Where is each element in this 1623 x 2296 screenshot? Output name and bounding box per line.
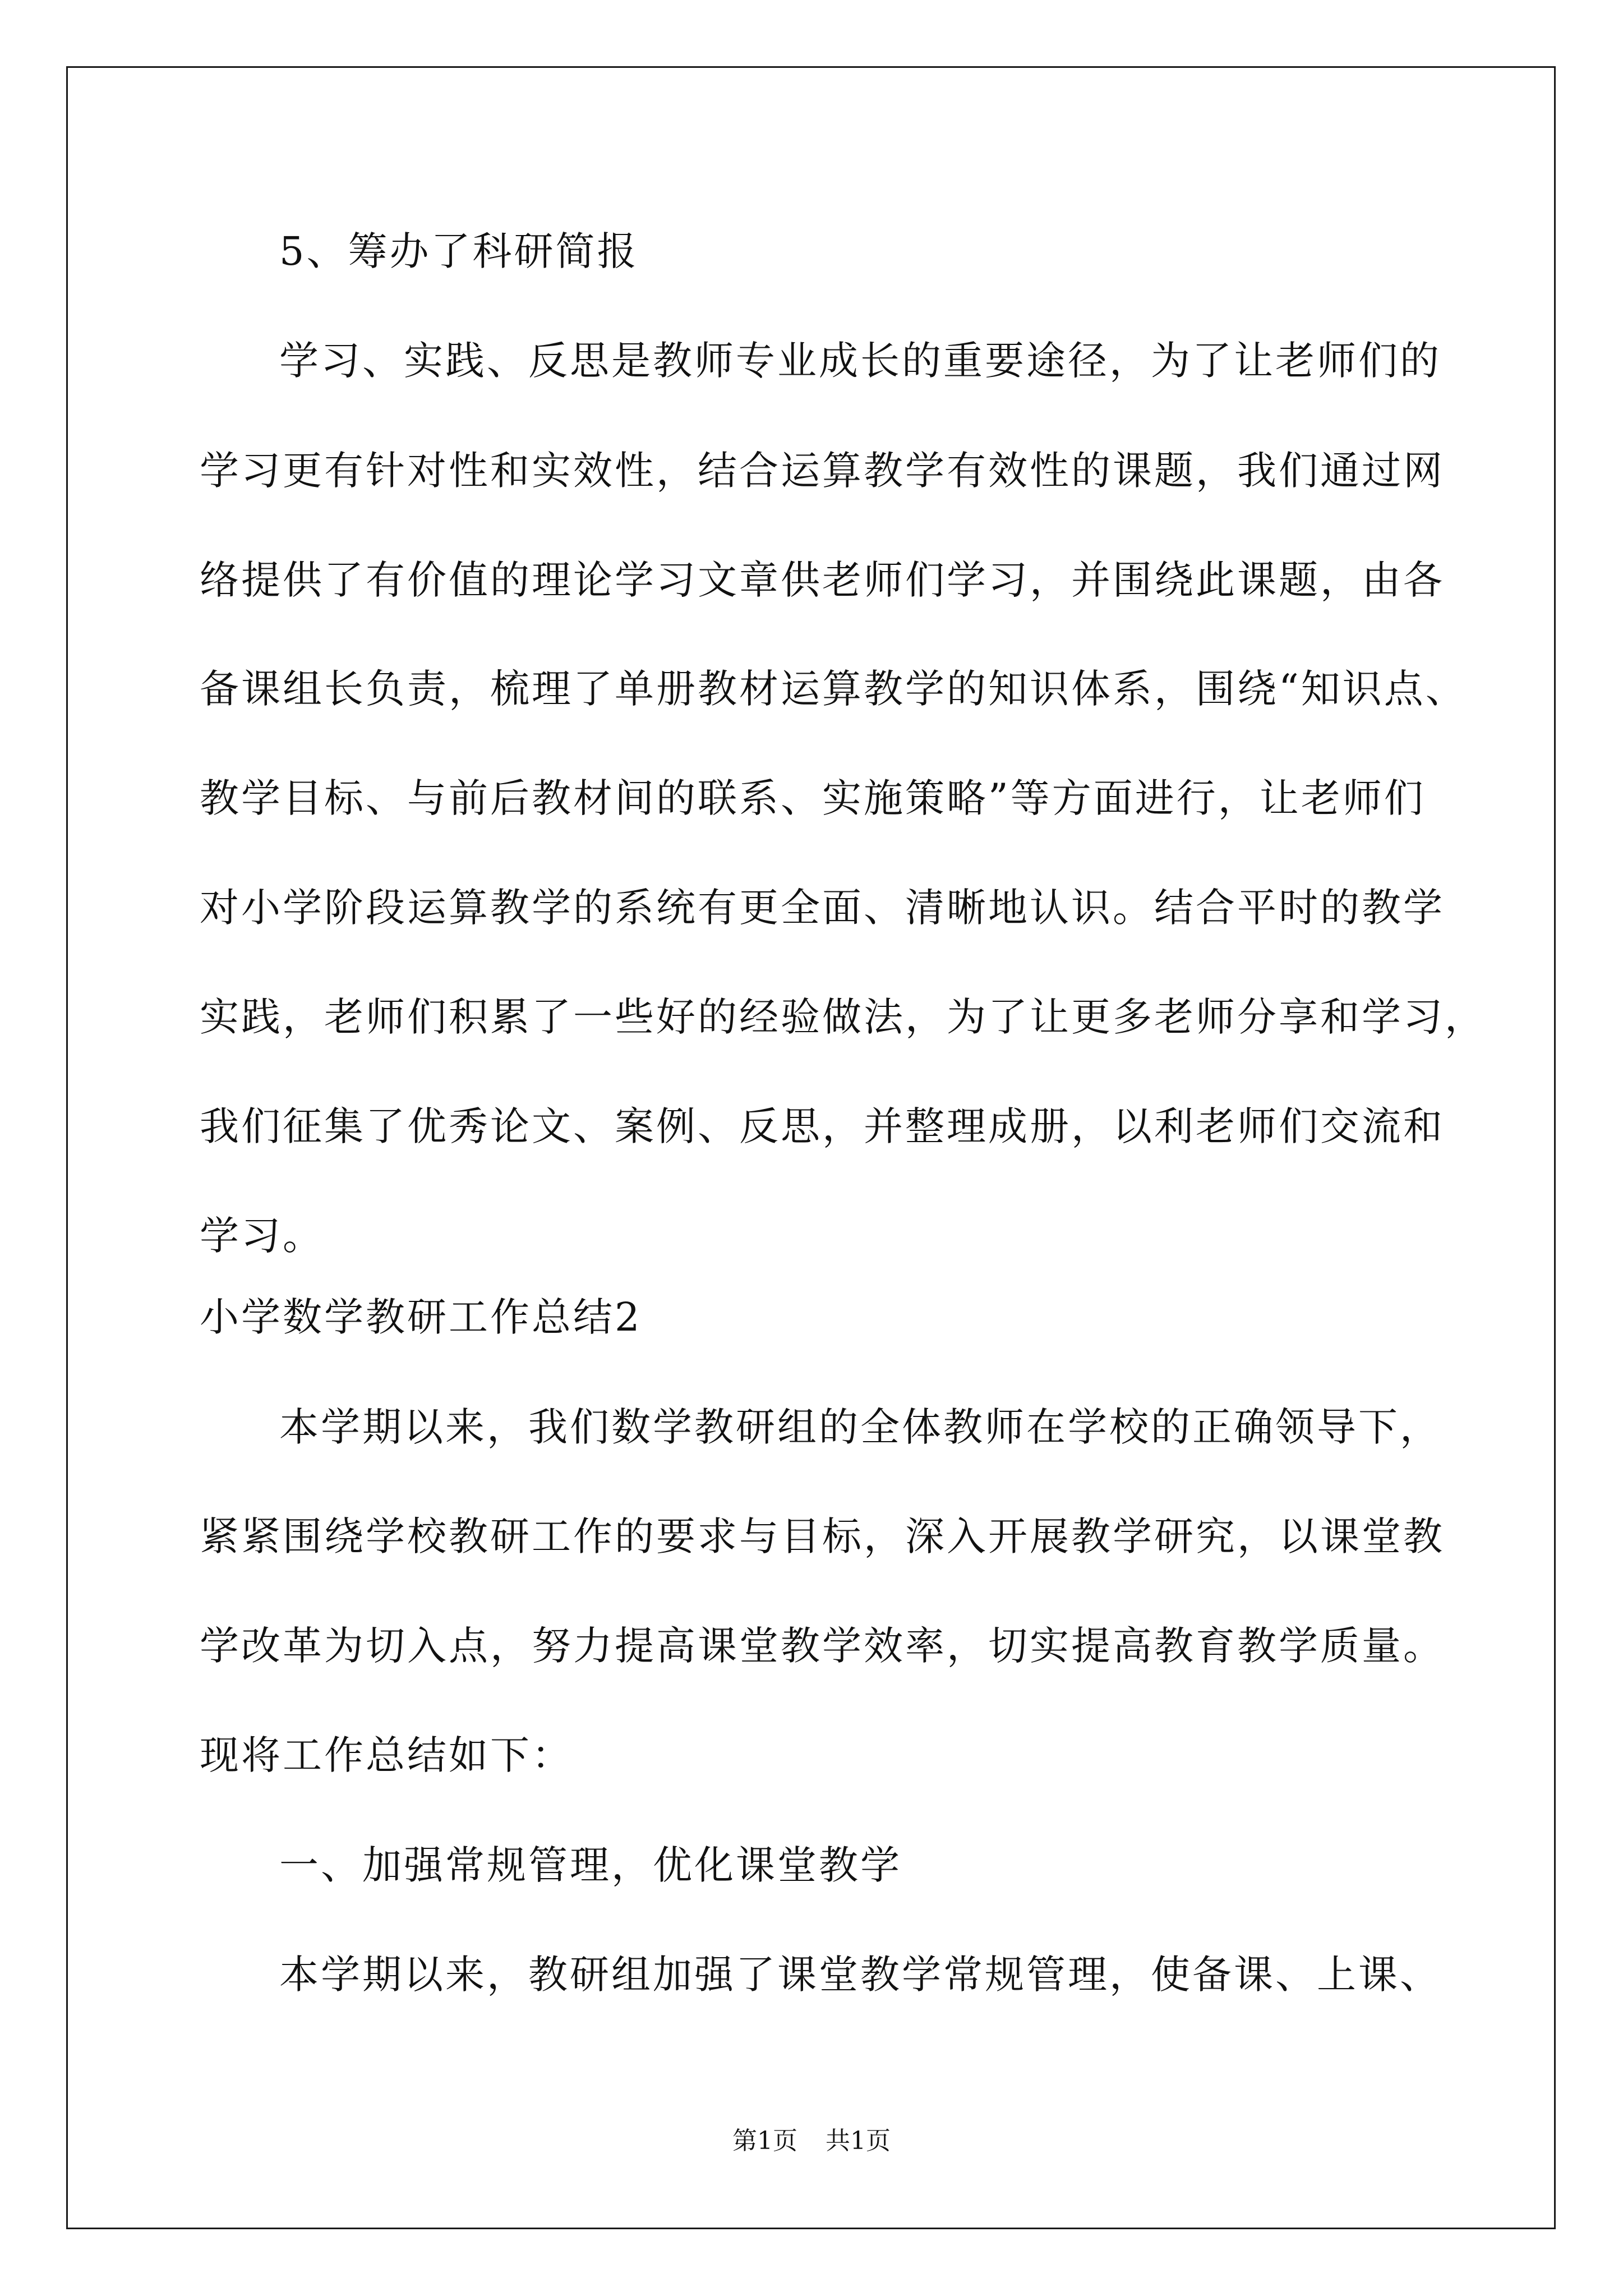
- paragraph-line: 学习更有针对性和实效性，结合运算教学有效性的课题，我们通过网: [200, 448, 1445, 494]
- page-total: 共1页: [826, 2127, 891, 2155]
- page-footer: [0, 2124, 1623, 2158]
- paragraph-line: 学习。: [200, 1213, 324, 1259]
- paragraph-line: 本学期以来，我们数学教研组的全体教师在学校的正确领导下，: [279, 1404, 1441, 1450]
- paragraph-line: 络提供了有价值的理论学习文章供老师们学习，并围绕此课题，由各: [200, 557, 1445, 603]
- paragraph-line: 备课组长负责，梳理了单册教材运算教学的知识体系，围绕“知识点、: [200, 666, 1467, 712]
- paragraph-line: 对小学阶段运算教学的系统有更全面、清晰地认识。结合平时的教学: [200, 885, 1445, 931]
- paragraph-line: 学习、实践、反思是教师专业成长的重要途径，为了让老师们的: [279, 338, 1441, 384]
- section-title: 小学数学教研工作总结2: [200, 1294, 642, 1340]
- paragraph-line: 学改革为切入点，努力提高课堂教学效率，切实提高教育教学质量。: [200, 1623, 1445, 1669]
- paragraph-line: 我们征集了优秀论文、案例、反思，并整理成册，以利老师们交流和: [200, 1103, 1445, 1149]
- paragraph-line: 紧紧围绕学校教研工作的要求与目标，深入开展教学研究，以课堂教: [200, 1513, 1445, 1559]
- paragraph-line: 本学期以来，教研组加强了课堂教学常规管理，使备课、上课、: [279, 1952, 1441, 1998]
- page-number: 第1页: [732, 2127, 797, 2155]
- subsection-heading: 一、加强常规管理，优化课堂教学: [279, 1842, 902, 1888]
- paragraph-line: 现将工作总结如下：: [200, 1732, 573, 1778]
- paragraph-heading: 5、筹办了科研简报: [279, 228, 639, 274]
- paragraph-line: 实践，老师们积累了一些好的经验做法，为了让更多老师分享和学习，: [200, 994, 1486, 1040]
- paragraph-line: 教学目标、与前后教材间的联系、实施策略”等方面进行，让老师们: [200, 775, 1426, 821]
